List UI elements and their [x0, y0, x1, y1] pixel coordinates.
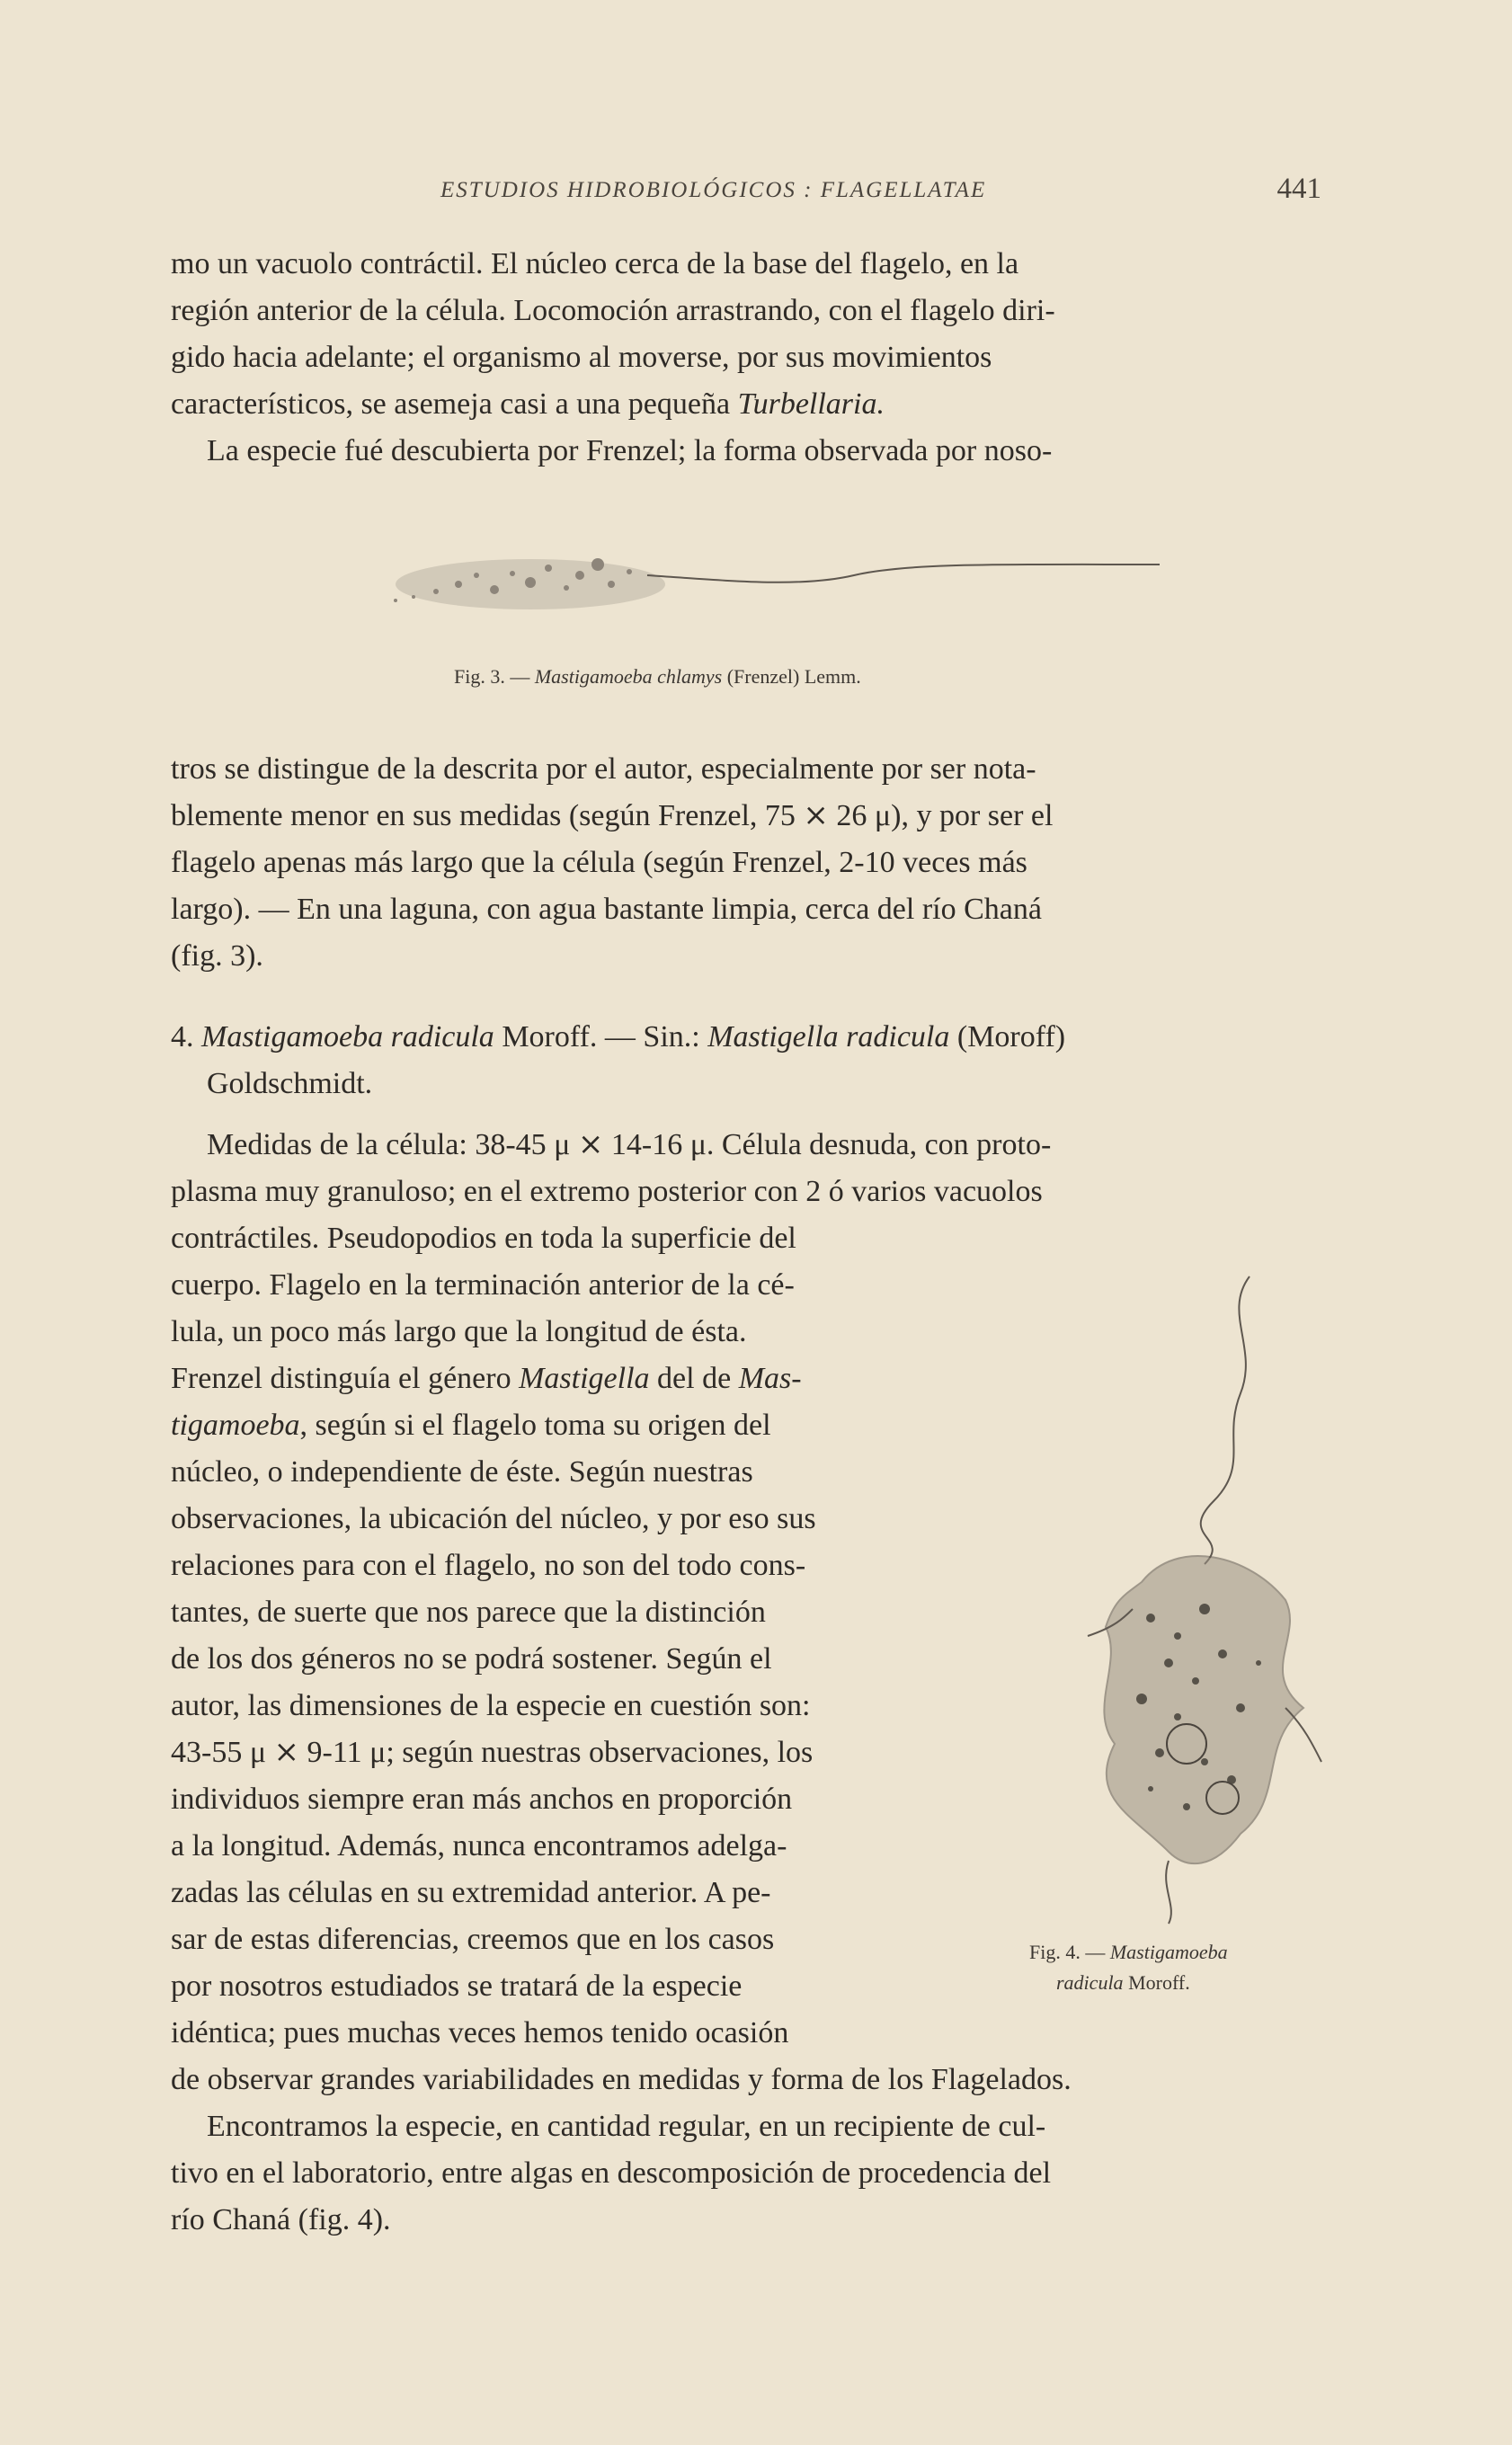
paragraph-4-narrow: [171, 1215, 998, 2057]
figure-3-illustration: [351, 521, 1178, 647]
text-line: tantes, de suerte que nos parece que la distinción: [171, 1596, 766, 1629]
synonym-name: Mastigella radicula: [707, 1020, 950, 1054]
taxon-name: Mastigamoeba chlamys: [534, 665, 723, 688]
text-line: gido hacia adelante; el organismo al moverse, por sus movimientos: [171, 341, 992, 374]
taxon-name: Mas-: [738, 1362, 802, 1395]
text-line: tivo en el laboratorio, entre algas en descomposición de procedencia del: [171, 2156, 1052, 2190]
paragraph-4-end: [171, 2057, 1320, 2103]
text-line: individuos siempre eran más anchos en proporción: [171, 1783, 793, 1816]
synonym-label: — Sin.:: [604, 1020, 700, 1054]
taxon-name: Turbellaria.: [737, 387, 885, 421]
figure-4-caption: [1029, 1937, 1228, 1998]
paragraph-1: [171, 241, 1320, 475]
text-line: núcleo, o independiente de éste. Según nuestras: [171, 1455, 753, 1489]
text-line: Goldschmidt.: [207, 1067, 373, 1100]
page-number: 441: [1276, 173, 1321, 205]
figure-label: Fig. 4. —: [1029, 1941, 1106, 1963]
entry-number: 4.: [171, 1020, 194, 1054]
text-line: sar de estas diferencias, creemos que en los casos: [171, 1923, 775, 1956]
text-fragment: Frenzel distinguía el género: [171, 1362, 520, 1395]
running-head-title: ESTUDIOS HIDROBIOLÓGICOS : FLAGELLATAE: [440, 178, 987, 202]
text-line: [171, 1356, 998, 1402]
text-line: de los dos géneros no se podrá sostener. Según el: [171, 1642, 772, 1676]
text-line: cuerpo. Flagelo en la terminación anterior de la cé-: [171, 1268, 795, 1302]
text-line: [171, 1402, 998, 1449]
paragraph-3: [171, 746, 1320, 980]
text-line: plasma muy granuloso; en el extremo posterior con 2 ó varios vacuolos: [171, 1175, 1043, 1208]
text-fragment: del de: [649, 1362, 739, 1395]
text-fragment: característicos, se asemeja casi a una pequeña: [171, 387, 738, 421]
taxon-author: (Frenzel) Lemm.: [726, 665, 861, 688]
figure-label: Fig. 3. —: [454, 665, 530, 688]
text-line: Encontramos la especie, en cantidad regular, en un recipiente de cul-: [207, 2110, 1046, 2143]
taxon-name: Mastigella: [519, 1362, 650, 1395]
synonym-author: (Moroff): [956, 1020, 1066, 1054]
taxon-name: Mastigamoeba: [1109, 1941, 1228, 1963]
text-line: región anterior de la célula. Locomoción arrastrando, con el flagelo diri-: [171, 294, 1055, 327]
text-line: (fig. 3).: [171, 939, 263, 973]
paragraph-5: [171, 2103, 1320, 2244]
taxon-name: tigamoeba: [171, 1409, 300, 1442]
text-line: 43-55 μ ⨯ 9-11 μ; según nuestras observaciones, los: [171, 1736, 814, 1769]
taxon-name: Mastigamoeba radicula: [201, 1020, 494, 1054]
text-line: [171, 1014, 1320, 1061]
text-line: La especie fué descubierta por Frenzel; la forma observada por noso-: [207, 434, 1053, 467]
text-line: autor, las dimensiones de la especie en cuestión son:: [171, 1689, 811, 1722]
text-line: largo). — En una laguna, con agua bastante limpia, cerca del río Chaná: [171, 893, 1042, 926]
text-line: zadas las células en su extremidad anterior. A pe-: [171, 1876, 771, 1909]
text-line: de observar grandes variabilidades en medidas y forma de los Flagelados.: [171, 2063, 1072, 2096]
text-line: observaciones, la ubicación del núcleo, y por eso sus: [171, 1502, 816, 1535]
text-line: Medidas de la célula: 38-45 μ ⨯ 14-16 μ. Célula desnuda, con proto-: [207, 1128, 1052, 1161]
figure-3-caption: [454, 665, 861, 689]
taxon-author: Moroff.: [1128, 1971, 1190, 1994]
text-line: relaciones para con el flagelo, no son del todo cons-: [171, 1549, 806, 1582]
text-line: lula, un poco más largo que la longitud de ésta.: [171, 1315, 747, 1348]
text-fragment: , según si el flagelo toma su origen del: [299, 1409, 771, 1442]
figure-4-illustration: [1034, 1240, 1330, 1933]
text-line: flagelo apenas más largo que la célula (según Frenzel, 2-10 veces más: [171, 846, 1027, 879]
text-line: idéntica; pues muchas veces hemos tenido ocasión: [171, 2016, 789, 2049]
text-line: contráctiles. Pseudopodios en toda la superficie del: [171, 1222, 796, 1255]
text-line: tros se distingue de la descrita por el autor, especialmente por ser nota-: [171, 752, 1036, 786]
text-line: [171, 381, 1320, 428]
text-line: mo un vacuolo contráctil. El núcleo cerca de la base del flagelo, en la: [171, 247, 1019, 280]
paragraph-4: [171, 1122, 1320, 1215]
text-line: blemente menor en sus medidas (según Frenzel, 75 ⨯ 26 μ), y por ser el: [171, 799, 1054, 832]
species-heading: [171, 1014, 1320, 1107]
taxon-name: radicula: [1056, 1971, 1124, 1994]
text-line: por nosotros estudiados se tratará de la especie: [171, 1969, 743, 2003]
taxon-author: Moroff.: [502, 1020, 598, 1054]
text-line: río Chaná (fig. 4).: [171, 2203, 391, 2236]
text-line: a la longitud. Además, nunca encontramos adelga-: [171, 1829, 787, 1863]
